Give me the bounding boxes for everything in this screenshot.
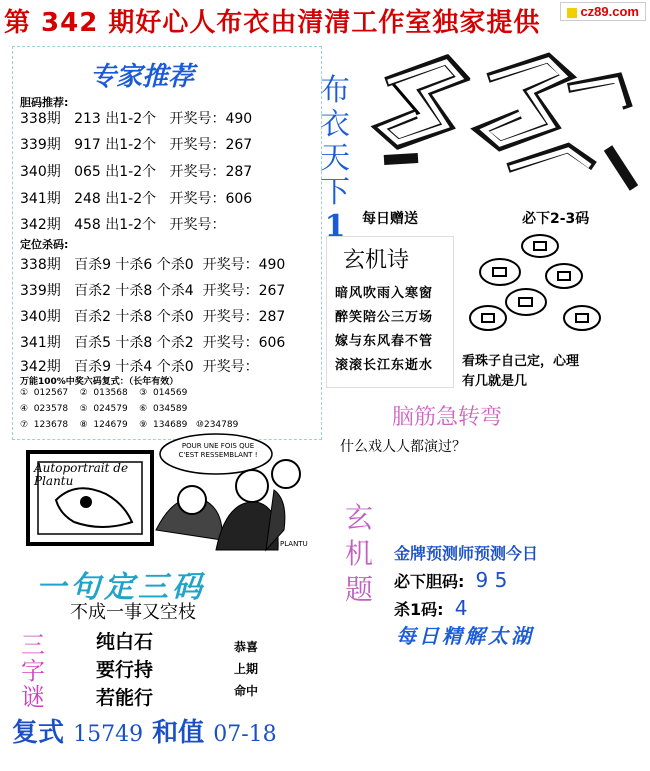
footer-combo <box>12 712 277 749</box>
three-char-riddle-label <box>14 632 52 710</box>
hezhi-label: 和值 <box>152 718 205 748</box>
coins-caption-line: 看珠子自己定，心理 <box>462 354 580 369</box>
xuanjiti-label <box>338 500 380 612</box>
dan-label: 胆码推荐: <box>20 96 69 109</box>
congrats-line: 恭喜 <box>234 640 259 654</box>
dan-row: 342期 458 出1-2个 开奖号： <box>20 217 226 233</box>
one-sentence-heading: 一句定三码 <box>36 570 206 605</box>
riddle-sentence: 不成一事又空枝 <box>70 602 196 623</box>
coins-caption <box>462 352 642 392</box>
combo-row: ① 012567 ② 013568 ③ 014569 <box>20 388 188 398</box>
dan-row: 341期 248 出1-2个 开奖号：606 <box>20 191 253 207</box>
combo-row: ⑦ 123678 ⑧ 124679 ⑨ 134689 ⑩234789 <box>20 420 239 430</box>
prediction-sha-value: 4 <box>454 596 468 620</box>
page-title: 第 342 期好心人布衣由清清工作室独家提供 <box>4 8 541 38</box>
expert-heading: 专家推荐 <box>90 62 195 92</box>
side-title-char: 1 <box>324 209 346 244</box>
side-title-char: 下 <box>320 175 350 210</box>
prediction-sha-label: 杀1码: <box>394 600 444 619</box>
poem-line: 嫁与东风春不管 <box>335 334 434 349</box>
dan-row: 339期 917 出1-2个 开奖号：267 <box>20 137 253 153</box>
brain-teaser-question: 什么戏人人都演过？ <box>340 439 466 455</box>
fushi-value: 15749 <box>73 722 144 747</box>
cartoon-frame-title: Autoportrait de Plantu <box>34 461 129 488</box>
fushi-label: 复式 <box>12 718 65 748</box>
cartoon-signature: PLANTU <box>280 540 308 548</box>
congrats-line: 上期 <box>234 662 259 676</box>
daily-must-label: 必下2-3码 <box>522 211 590 227</box>
xuanji-poem-title: 玄机诗 <box>343 248 410 273</box>
side-title-char: 天 <box>320 141 350 176</box>
combo-row: ④ 023578 ⑤ 024579 ⑥ 034589 <box>20 404 188 414</box>
prediction-dan-value: 9 5 <box>475 568 508 592</box>
badge-dot-icon <box>567 8 577 18</box>
prediction-line: 金牌预测师预测今日 <box>394 544 539 563</box>
poem-line: 暗风吹雨入寒窗 <box>335 286 434 301</box>
site-badge-label: cz89.com <box>580 4 639 19</box>
xuanjiti-char: 玄 <box>344 501 373 534</box>
pos-label: 定位杀码: <box>20 238 69 251</box>
riddle-side-char: 谜 <box>21 683 45 711</box>
poem-line: 醉笑陪公三万场 <box>335 310 434 325</box>
brain-teaser-title: 脑筋急转弯 <box>392 405 503 430</box>
congrats-note <box>234 636 258 702</box>
prediction-dan-label: 必下胆码: <box>394 572 465 591</box>
coins-caption-line: 有几就是几 <box>462 374 528 389</box>
pos-row: 340期 百杀2 十杀8 个杀0 开奖号：287 <box>20 309 286 325</box>
riddle-line: 要行持 <box>96 659 154 681</box>
pos-row: 339期 百杀2 十杀8 个杀4 开奖号：267 <box>20 283 286 299</box>
combo-label: 万能100%中奖六码复式：（长年有效） <box>20 377 179 387</box>
prediction-block <box>394 540 634 623</box>
pos-row: 342期 百杀9 十杀4 个杀0 开奖号： <box>20 359 259 375</box>
riddle-lines <box>96 628 153 712</box>
xuanji-poem-box <box>326 236 454 388</box>
riddle-line: 纯白石 <box>96 631 154 653</box>
daily-gift-label: 每日赠送 <box>362 211 418 227</box>
side-title-char: 布 <box>320 73 350 108</box>
site-badge[interactable] <box>560 2 646 21</box>
cartoon-illustration <box>16 430 321 556</box>
spiral-shapes-illustration <box>358 48 642 204</box>
dan-row: 340期 065 出1-2个 开奖号：287 <box>20 164 253 180</box>
coins-illustration <box>466 232 606 350</box>
xuanjiti-char: 机 <box>344 537 373 570</box>
cartoon-bubble-text: POUR UNE FOIS QUE C'EST RESSEMBLANT ! <box>178 442 258 459</box>
dan-row: 338期 213 出1-2个 开奖号：490 <box>20 111 253 127</box>
riddle-side-char: 三 <box>21 631 45 659</box>
hezhi-value: 07-18 <box>213 722 277 747</box>
riddle-line: 若能行 <box>96 687 154 709</box>
poem-line: 滚滚长江东逝水 <box>335 358 434 373</box>
riddle-side-char: 字 <box>21 657 45 685</box>
daily-gift-row <box>362 206 632 230</box>
taihu-heading: 每日精解太湖 <box>396 624 534 648</box>
xuanjiti-char: 题 <box>344 573 373 606</box>
pos-row: 341期 百杀5 十杀8 个杀2 开奖号：606 <box>20 335 286 351</box>
side-title <box>310 74 360 244</box>
congrats-line: 命中 <box>234 684 259 698</box>
side-title-char: 衣 <box>320 107 350 142</box>
pos-row: 338期 百杀9 十杀6 个杀0 开奖号：490 <box>20 257 286 273</box>
